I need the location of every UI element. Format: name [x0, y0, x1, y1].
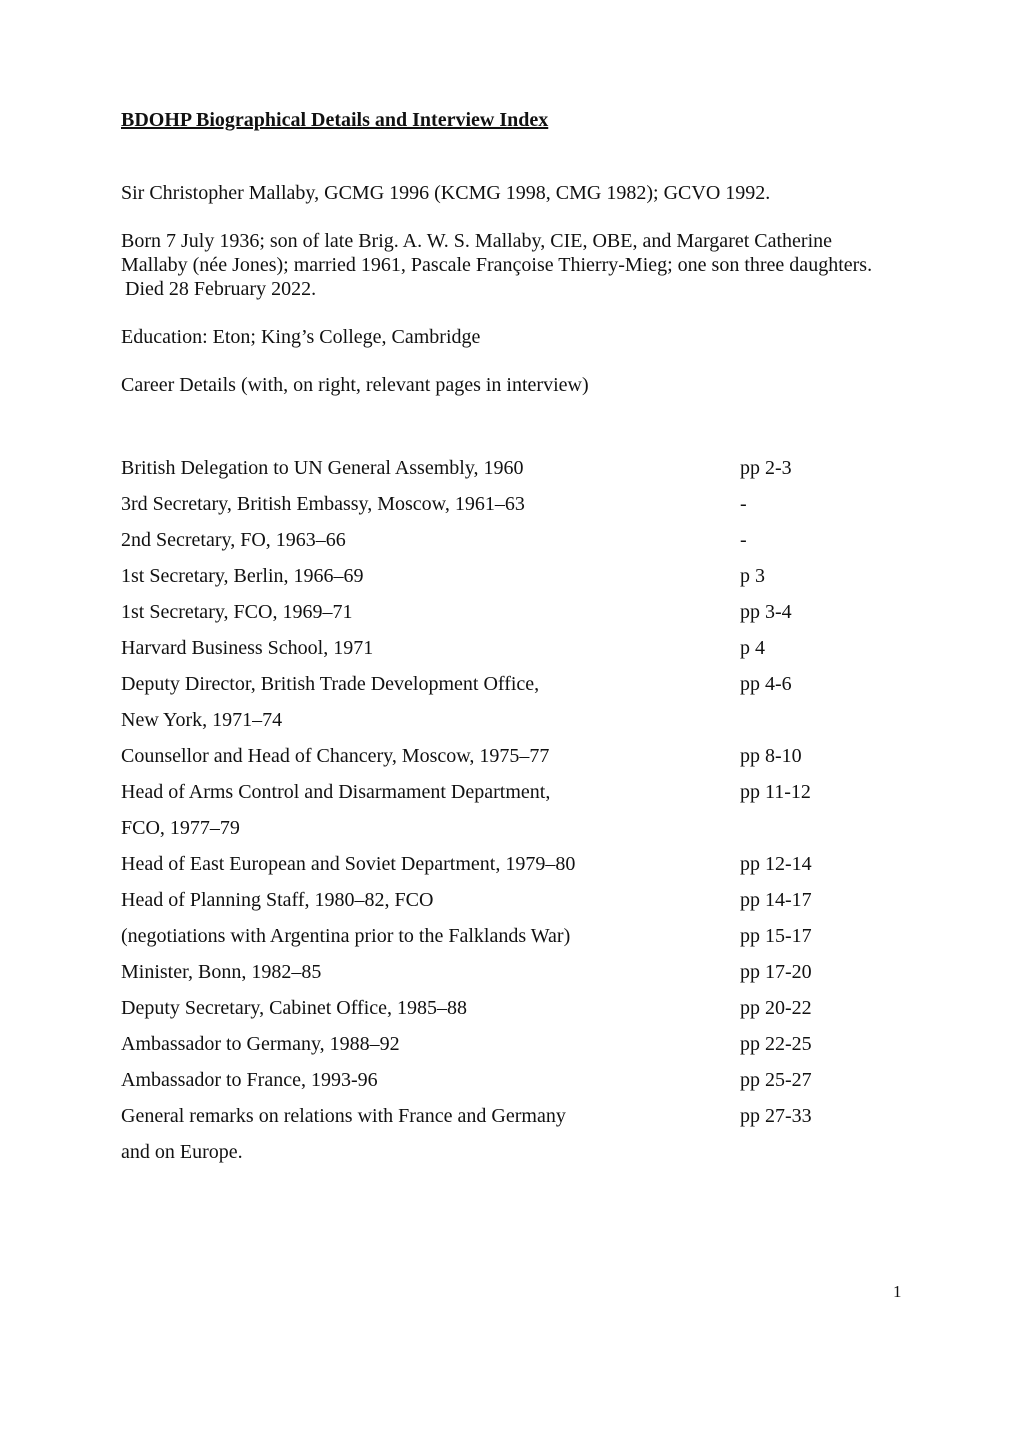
- page-number: 1: [893, 1282, 902, 1301]
- career-role: Ambassador to France, 1993-96: [121, 1069, 378, 1091]
- career-role: British Delegation to UN General Assembly, 1960: [121, 457, 524, 479]
- career-row: [121, 954, 841, 990]
- career-role: 3rd Secretary, British Embassy, Moscow, 1961–63: [121, 493, 525, 515]
- career-pages: p 4: [740, 637, 765, 659]
- career-pages: pp 11-12: [740, 781, 811, 803]
- career-row: [121, 810, 841, 846]
- career-role: Ambassador to Germany, 1988–92: [121, 1033, 400, 1055]
- education-line: Education: Eton; King’s College, Cambridge: [121, 326, 481, 348]
- document-heading: BDOHP Biographical Details and Interview Index: [121, 109, 549, 131]
- name-and-honours: Sir Christopher Mallaby, GCMG 1996 (KCMG 1998, CMG 1982); GCVO 1992.: [121, 182, 771, 204]
- career-pages: pp 25-27: [740, 1069, 812, 1091]
- career-pages: p 3: [740, 565, 765, 587]
- career-role: Head of Arms Control and Disarmament Department,: [121, 781, 551, 803]
- born-line-1: Born 7 July 1936; son of late Brig. A. W. S. Mallaby, CIE, OBE, and Margaret Catherine: [121, 230, 833, 252]
- career-row: [121, 738, 841, 774]
- career-pages: pp 15-17: [740, 925, 812, 947]
- career-row: [121, 594, 841, 630]
- career-role: 2nd Secretary, FO, 1963–66: [121, 529, 346, 551]
- career-table: [121, 450, 841, 1170]
- career-row: [121, 702, 841, 738]
- career-role: (negotiations with Argentina prior to the Falklands War): [121, 925, 571, 947]
- career-intro: Career Details (with, on right, relevant pages in interview): [121, 374, 589, 396]
- career-row: [121, 450, 841, 486]
- career-role: Head of Planning Staff, 1980–82, FCO: [121, 889, 434, 911]
- career-row: [121, 774, 841, 810]
- career-role: and on Europe.: [121, 1141, 243, 1163]
- career-pages: pp 4-6: [740, 673, 792, 695]
- career-role: New York, 1971–74: [121, 709, 283, 731]
- career-pages: pp 17-20: [740, 961, 812, 983]
- career-pages: pp 20-22: [740, 997, 812, 1019]
- career-pages: pp 3-4: [740, 601, 792, 623]
- career-row: [121, 666, 841, 702]
- career-row: [121, 1098, 841, 1134]
- career-row: [121, 630, 841, 666]
- career-row: [121, 1134, 841, 1170]
- born-line-2: Mallaby (née Jones); married 1961, Pascale Françoise Thierry-Mieg; one son three daughters.: [121, 254, 873, 276]
- career-role: FCO, 1977–79: [121, 817, 240, 839]
- career-row: [121, 1062, 841, 1098]
- career-row: [121, 522, 841, 558]
- career-row: [121, 846, 841, 882]
- career-row: [121, 882, 841, 918]
- career-role: Counsellor and Head of Chancery, Moscow, 1975–77: [121, 745, 550, 767]
- birth-family-details: [121, 229, 911, 301]
- career-pages: -: [740, 493, 747, 515]
- career-role: Minister, Bonn, 1982–85: [121, 961, 322, 983]
- career-row: [121, 990, 841, 1026]
- career-pages: pp 8-10: [740, 745, 802, 767]
- born-line-3: Died 28 February 2022.: [125, 278, 317, 300]
- career-role: General remarks on relations with France and Germany: [121, 1105, 566, 1127]
- career-pages: pp 12-14: [740, 853, 812, 875]
- career-role: Harvard Business School, 1971: [121, 637, 374, 659]
- career-pages: pp 22-25: [740, 1033, 812, 1055]
- career-row: [121, 558, 841, 594]
- career-row: [121, 918, 841, 954]
- career-pages: pp 27-33: [740, 1105, 812, 1127]
- career-role: 1st Secretary, Berlin, 1966–69: [121, 565, 364, 587]
- career-row: [121, 486, 841, 522]
- career-pages: pp 14-17: [740, 889, 812, 911]
- career-role: Head of East European and Soviet Department, 1979–80: [121, 853, 576, 875]
- career-role: 1st Secretary, FCO, 1969–71: [121, 601, 353, 623]
- career-role: Deputy Director, British Trade Development Office,: [121, 673, 540, 695]
- career-role: Deputy Secretary, Cabinet Office, 1985–88: [121, 997, 468, 1019]
- career-pages: -: [740, 529, 747, 551]
- career-row: [121, 1026, 841, 1062]
- career-pages: pp 2-3: [740, 457, 792, 479]
